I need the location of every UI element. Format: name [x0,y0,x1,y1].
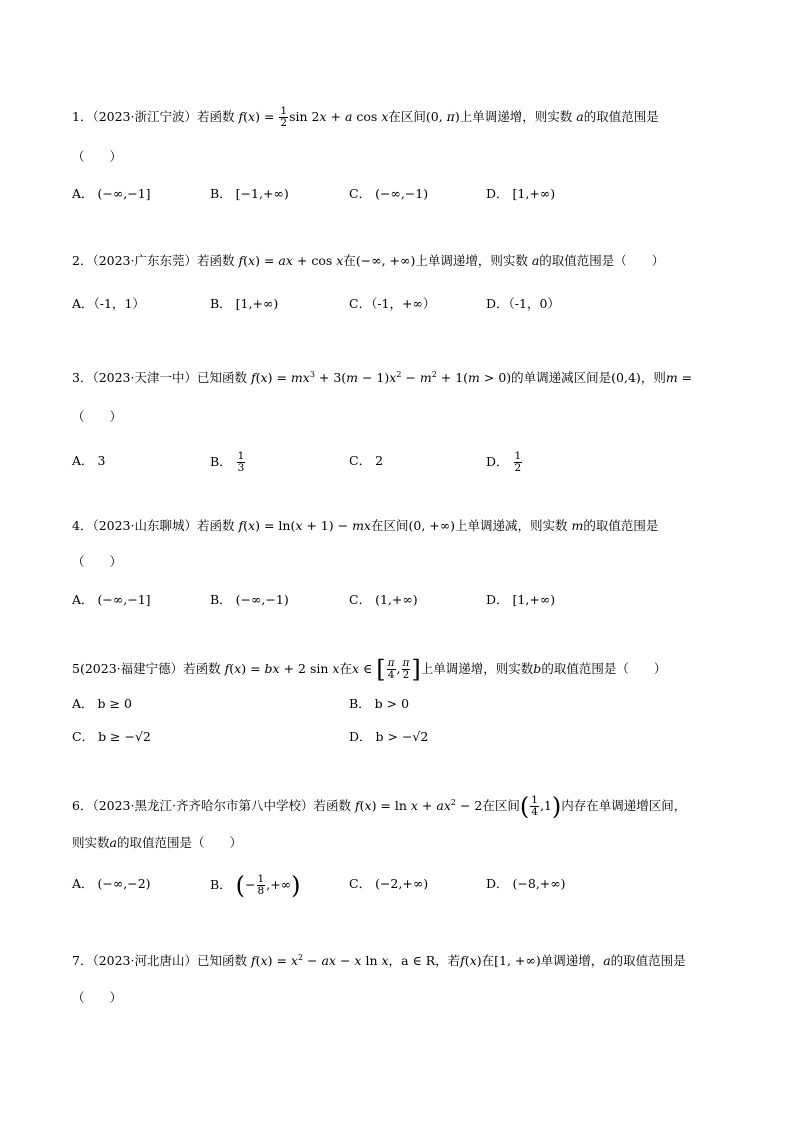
formula: f(x) = $\frac{1}{2}$ sin 2x + a cos x [238,105,389,129]
question-6-stem: 6．（2023·黑龙江·齐齐哈尔市第八中学校）若函数 $f(x) = \ln x + ax^2 - 2$在区间( $\frac{1}{4}$ ,1)内存在单调递增区间， [72,792,687,821]
question-4-option-a[interactable]: A． (−∞,−1] [72,592,151,607]
question-3-blank: （ ） [72,409,123,424]
question-2-option-c[interactable]: C．（-1，+∞） [349,296,436,311]
question-1-option-b[interactable]: B． [−1,+∞) [210,186,289,201]
question-3-option-c[interactable]: C． 2 [349,453,384,468]
question-3-option-a[interactable]: A． 3 [72,453,106,468]
question-6-option-d[interactable]: D． (−8,+∞) [486,876,566,891]
formula: $f(x) = \ln x + ax^2 - 2$ [354,798,483,814]
formula: f(x) = ax + cos x [238,253,344,268]
question-1-stem: 1．（2023·浙江宁波）若函数 f(x) = $\frac{1}{2}$ sin 2x + a cos x在区间(0, π)上单调递增，则实数 a的取值范围是 [72,105,659,129]
question-4-blank: （ ） [72,554,123,569]
question-6-option-c[interactable]: C． (−2,+∞) [349,876,429,891]
question-6-option-b[interactable]: B． (− $\frac{1}{8}$ ,+∞) [210,871,301,900]
question-3-stem: 3．（2023·天津一中）已知函数 $f(x) = mx^3 + 3(m - 1)x^2 - m^2 + 1(m > 0)$的单调递减区间是(0,4)，则m = [72,370,693,386]
formula: $f(x) = x^2$ − ax − x ln x [251,953,389,969]
question-5-option-c[interactable]: C． b ≥ −√2 [72,729,151,744]
question-4-option-b[interactable]: B． (−∞,−1) [210,592,289,607]
question-1-blank: （ ） [72,149,123,164]
question-3-option-b[interactable]: B． $\frac{1}{3}$ [210,450,245,474]
question-4-stem: 4．（2023·山东聊城）若函数 f(x) = ln(x + 1) − mx在区间(0, +∞)上单调递减，则实数 m的取值范围是 [72,518,659,533]
question-2-option-d[interactable]: D．（-1，0） [486,296,560,311]
question-7-stem: 7．（2023·河北唐山）已知函数 $f(x) = x^2$ − ax − x ln x，a ∈ R，若f(x)在[1, +∞)单调递增，a的取值范围是 [72,953,686,969]
question-5-stem: 5(2023·福建宁德）若函数 f(x) = bx + 2 sin x在x ∈ [ $\frac{\pi}{4}$ , $\frac{\pi}{2}$ ]上单调递增，则实数b的取值范围是（ ） [72,655,667,684]
question-4-option-d[interactable]: D． [1,+∞) [486,592,556,607]
question-6-option-a[interactable]: A． (−∞,−2) [72,876,151,891]
question-5-option-b[interactable]: B． b > 0 [349,696,410,711]
question-2-stem: 2．（2023·广东东莞）若函数 f(x) = ax + cos x在(−∞, +∞)上单调递增，则实数 a的取值范围是（ ） [72,253,665,268]
question-5-option-a[interactable]: A． b ≥ 0 [72,696,132,711]
question-1-option-c[interactable]: C． (−∞,−1) [349,186,429,201]
formula: f(x) = ln(x + 1) − mx [238,518,371,533]
question-7-blank: （ ） [72,990,123,1005]
question-4-option-c[interactable]: C． (1,+∞) [349,592,418,607]
question-5-option-d[interactable]: D． b > −√2 [349,729,429,744]
formula: f(x) = bx + 2 sin x [224,661,340,676]
formula: $f(x) = mx^3 + 3(m - 1)x^2 - m^2 + 1(m > 0)$ [251,370,512,386]
question-2-option-b[interactable]: B． [1,+∞) [210,296,279,311]
question-6-stem-line2: 则实数a的取值范围是（ ） [72,835,242,850]
question-1-option-a[interactable]: A． (−∞,−1] [72,186,151,201]
question-3-option-d[interactable]: D． $\frac{1}{2}$ [486,450,522,474]
question-1-option-d[interactable]: D． [1,+∞) [486,186,556,201]
question-2-option-a[interactable]: A．（-1，1） [72,296,145,311]
